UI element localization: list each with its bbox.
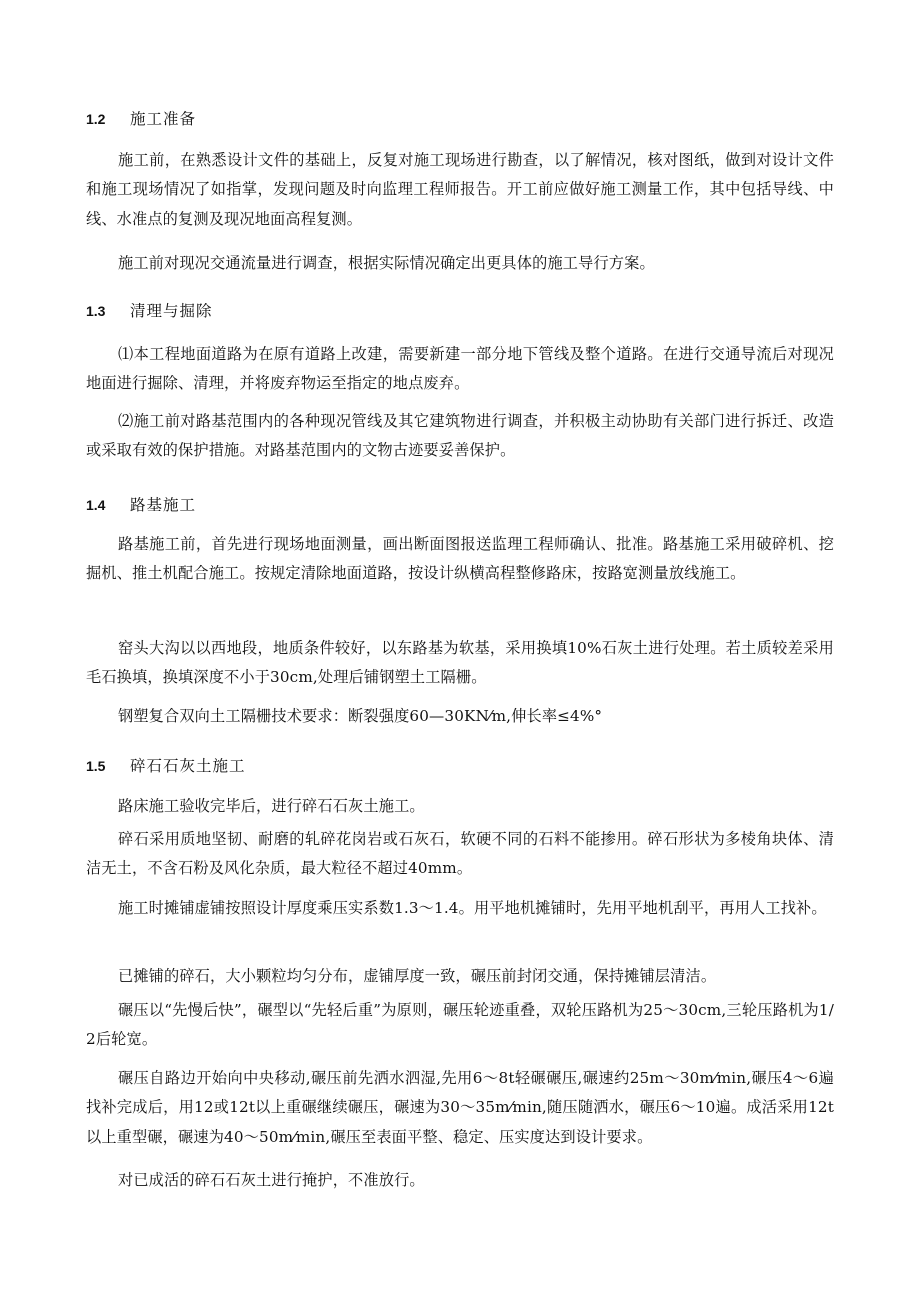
section-title: 碎石石灰土施工	[130, 757, 246, 775]
paragraph: ⑵施工前对路基范围内的各种现况管线及其它建筑物进行调查，并积极主动协助有关部门进行拆迁、改造或采取有效的保护措施。对路基范围内的文物古迹要妥善保护。	[86, 412, 834, 460]
section-number: 1.3	[86, 303, 106, 319]
paragraph: 路床施工验收完毕后，进行碎石石灰土施工。	[118, 797, 425, 815]
paragraph: 施工前对现况交通流量进行调查，根据实际情况确定出更具体的施工导行方案。	[118, 254, 655, 272]
paragraph: 施工前，在熟悉设计文件的基础上，反复对施工现场进行勘查，以了解情况，核对图纸，做到对设计文件和施工现场情况了如指掌，发现问题及时向监理工程师报告。开工前应做好施工测量工作，其中包括导线、中线、水准点的复测及现况地面高程复测。	[86, 151, 834, 228]
section-heading-1-5	[86, 755, 246, 777]
paragraph: 路基施工前，首先进行现场地面测量，画出断面图报送监理工程师确认、批准。路基施工采用破碎机、挖掘机、推土机配合施工。按规定清除地面道路，按设计纵横高程整修路床，按路宽测量放线施工。	[86, 535, 834, 583]
paragraph: 施工时摊铺虚铺按照设计厚度乘压实系数1.3～1.4。用平地机摊铺时，先用平地机刮平，再用人工找补。	[118, 899, 827, 917]
section-title: 清理与掘除	[130, 302, 213, 320]
section-heading-1-3	[86, 300, 213, 322]
section-number: 1.5	[86, 758, 106, 774]
section-heading-1-4	[86, 494, 196, 516]
section-title: 路基施工	[130, 496, 197, 514]
section-heading-1-2	[86, 108, 196, 130]
section-number: 1.4	[86, 497, 106, 513]
paragraph: 已摊铺的碎石，大小颗粒均匀分布，虚铺厚度一致，碾压前封闭交通，保持摊铺层清洁。	[118, 967, 717, 985]
paragraph: 碾压自路边开始向中央移动,碾压前先洒水泗湿,先用6～8t轻碾碾压,碾速约25m～30m⁄min,碾压4～6遍找补完成后，用12或12t以上重碾继续碾压，碾速为30～35m⁄min,随压随洒水，碾压6～10遍。成活采用12t以上重型碾，碾速为40～50m⁄min,碾压至表面平整、稳定、压实度达到设计要求。	[86, 1069, 834, 1146]
paragraph: ⑴本工程地面道路为在原有道路上改建，需要新建一部分地下管线及整个道路。在进行交通导流后对现况地面进行掘除、清理，并将废弃物运至指定的地点废弃。	[86, 345, 834, 393]
paragraph: 对已成活的碎石石灰土进行掩护，不准放行。	[118, 1171, 425, 1189]
paragraph: 钢塑复合双向土工隔栅技术要求：断裂强度60—30KN⁄m,伸长率≤4%°	[118, 707, 603, 725]
paragraph: 窑头大沟以以西地段，地质条件较好，以东路基为软基，采用换填10%石灰土进行处理。若土质较差采用毛石换填，换填深度不小于30cm,处理后铺钢塑土工隔栅。	[86, 639, 834, 687]
section-number: 1.2	[86, 111, 106, 127]
paragraph: 碾压以“先慢后快”，碾型以“先轻后重”为原则，碾压轮迹重叠，双轮压路机为25～30cm,三轮压路机为1/2后轮宽。	[86, 1001, 834, 1049]
paragraph: 碎石采用质地坚韧、耐磨的轧碎花岗岩或石灰石，软硬不同的石料不能掺用。碎石形状为多棱角块体、清洁无土，不含石粉及风化杂质，最大粒径不超过40mm。	[86, 830, 834, 878]
section-title: 施工准备	[130, 110, 197, 128]
